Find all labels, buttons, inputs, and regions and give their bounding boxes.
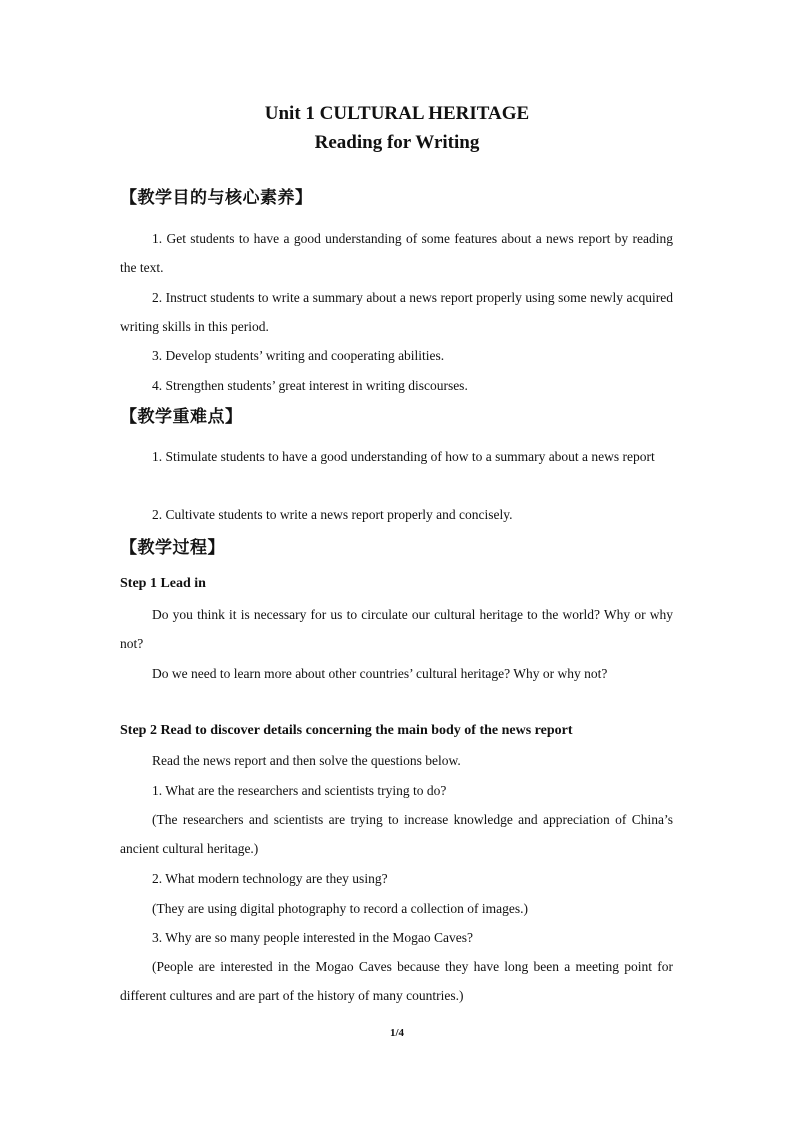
step2-title: Step 2 Read to discover details concerning the main body of the news report <box>120 723 573 738</box>
key-item-2: 2. Cultivate students to write a news report properly and concisely. <box>152 507 513 522</box>
goal-item-1: 1. Get students to have a good understanding of some features about a news report by reading the text. <box>120 231 673 276</box>
step2-answer-3: (People are interested in the Mogao Caves because they have long been a meeting point for different cultures and are part of the history of many countries.) <box>120 959 673 1004</box>
section-heading-key: 【教学重难点】 <box>120 407 243 427</box>
step1-question-1: Do you think it is necessary for us to circulate our cultural heritage to the world? Why or why not? <box>120 607 673 652</box>
page-subtitle: Reading for Writing <box>314 132 480 153</box>
step2-question-1: 1. What are the researchers and scientists trying to do? <box>152 783 447 798</box>
step2-answer-1: (The researchers and scientists are trying to increase knowledge and appreciation of China’s ancient cultural heritage.) <box>120 812 673 857</box>
section-heading-process: 【教学过程】 <box>120 538 225 558</box>
step2-answer-2: (They are using digital photography to record a collection of images.) <box>152 901 529 916</box>
key-item-1: 1. Stimulate students to have a good understanding of how to a summary about a news report <box>152 449 655 464</box>
page-title: Unit 1 CULTURAL HERITAGE <box>264 103 530 124</box>
goal-item-3: 3. Develop students’ writing and cooperating abilities. <box>152 348 445 363</box>
step2-question-2: 2. What modern technology are they using? <box>152 871 388 886</box>
page-number: 1/4 <box>389 1027 405 1039</box>
step1-title: Step 1 Lead in <box>120 576 206 591</box>
section-heading-goals: 【教学目的与核心素养】 <box>120 188 313 208</box>
goal-item-2: 2. Instruct students to write a summary about a news report properly using some newly acquired writing skills in this period. <box>120 290 673 335</box>
step2-question-3: 3. Why are so many people interested in the Mogao Caves? <box>152 930 474 945</box>
step1-question-2: Do we need to learn more about other countries’ cultural heritage? Why or why not? <box>152 666 608 681</box>
step2-intro: Read the news report and then solve the questions below. <box>152 753 461 768</box>
goal-item-4: 4. Strengthen students’ great interest in writing discourses. <box>152 378 468 393</box>
